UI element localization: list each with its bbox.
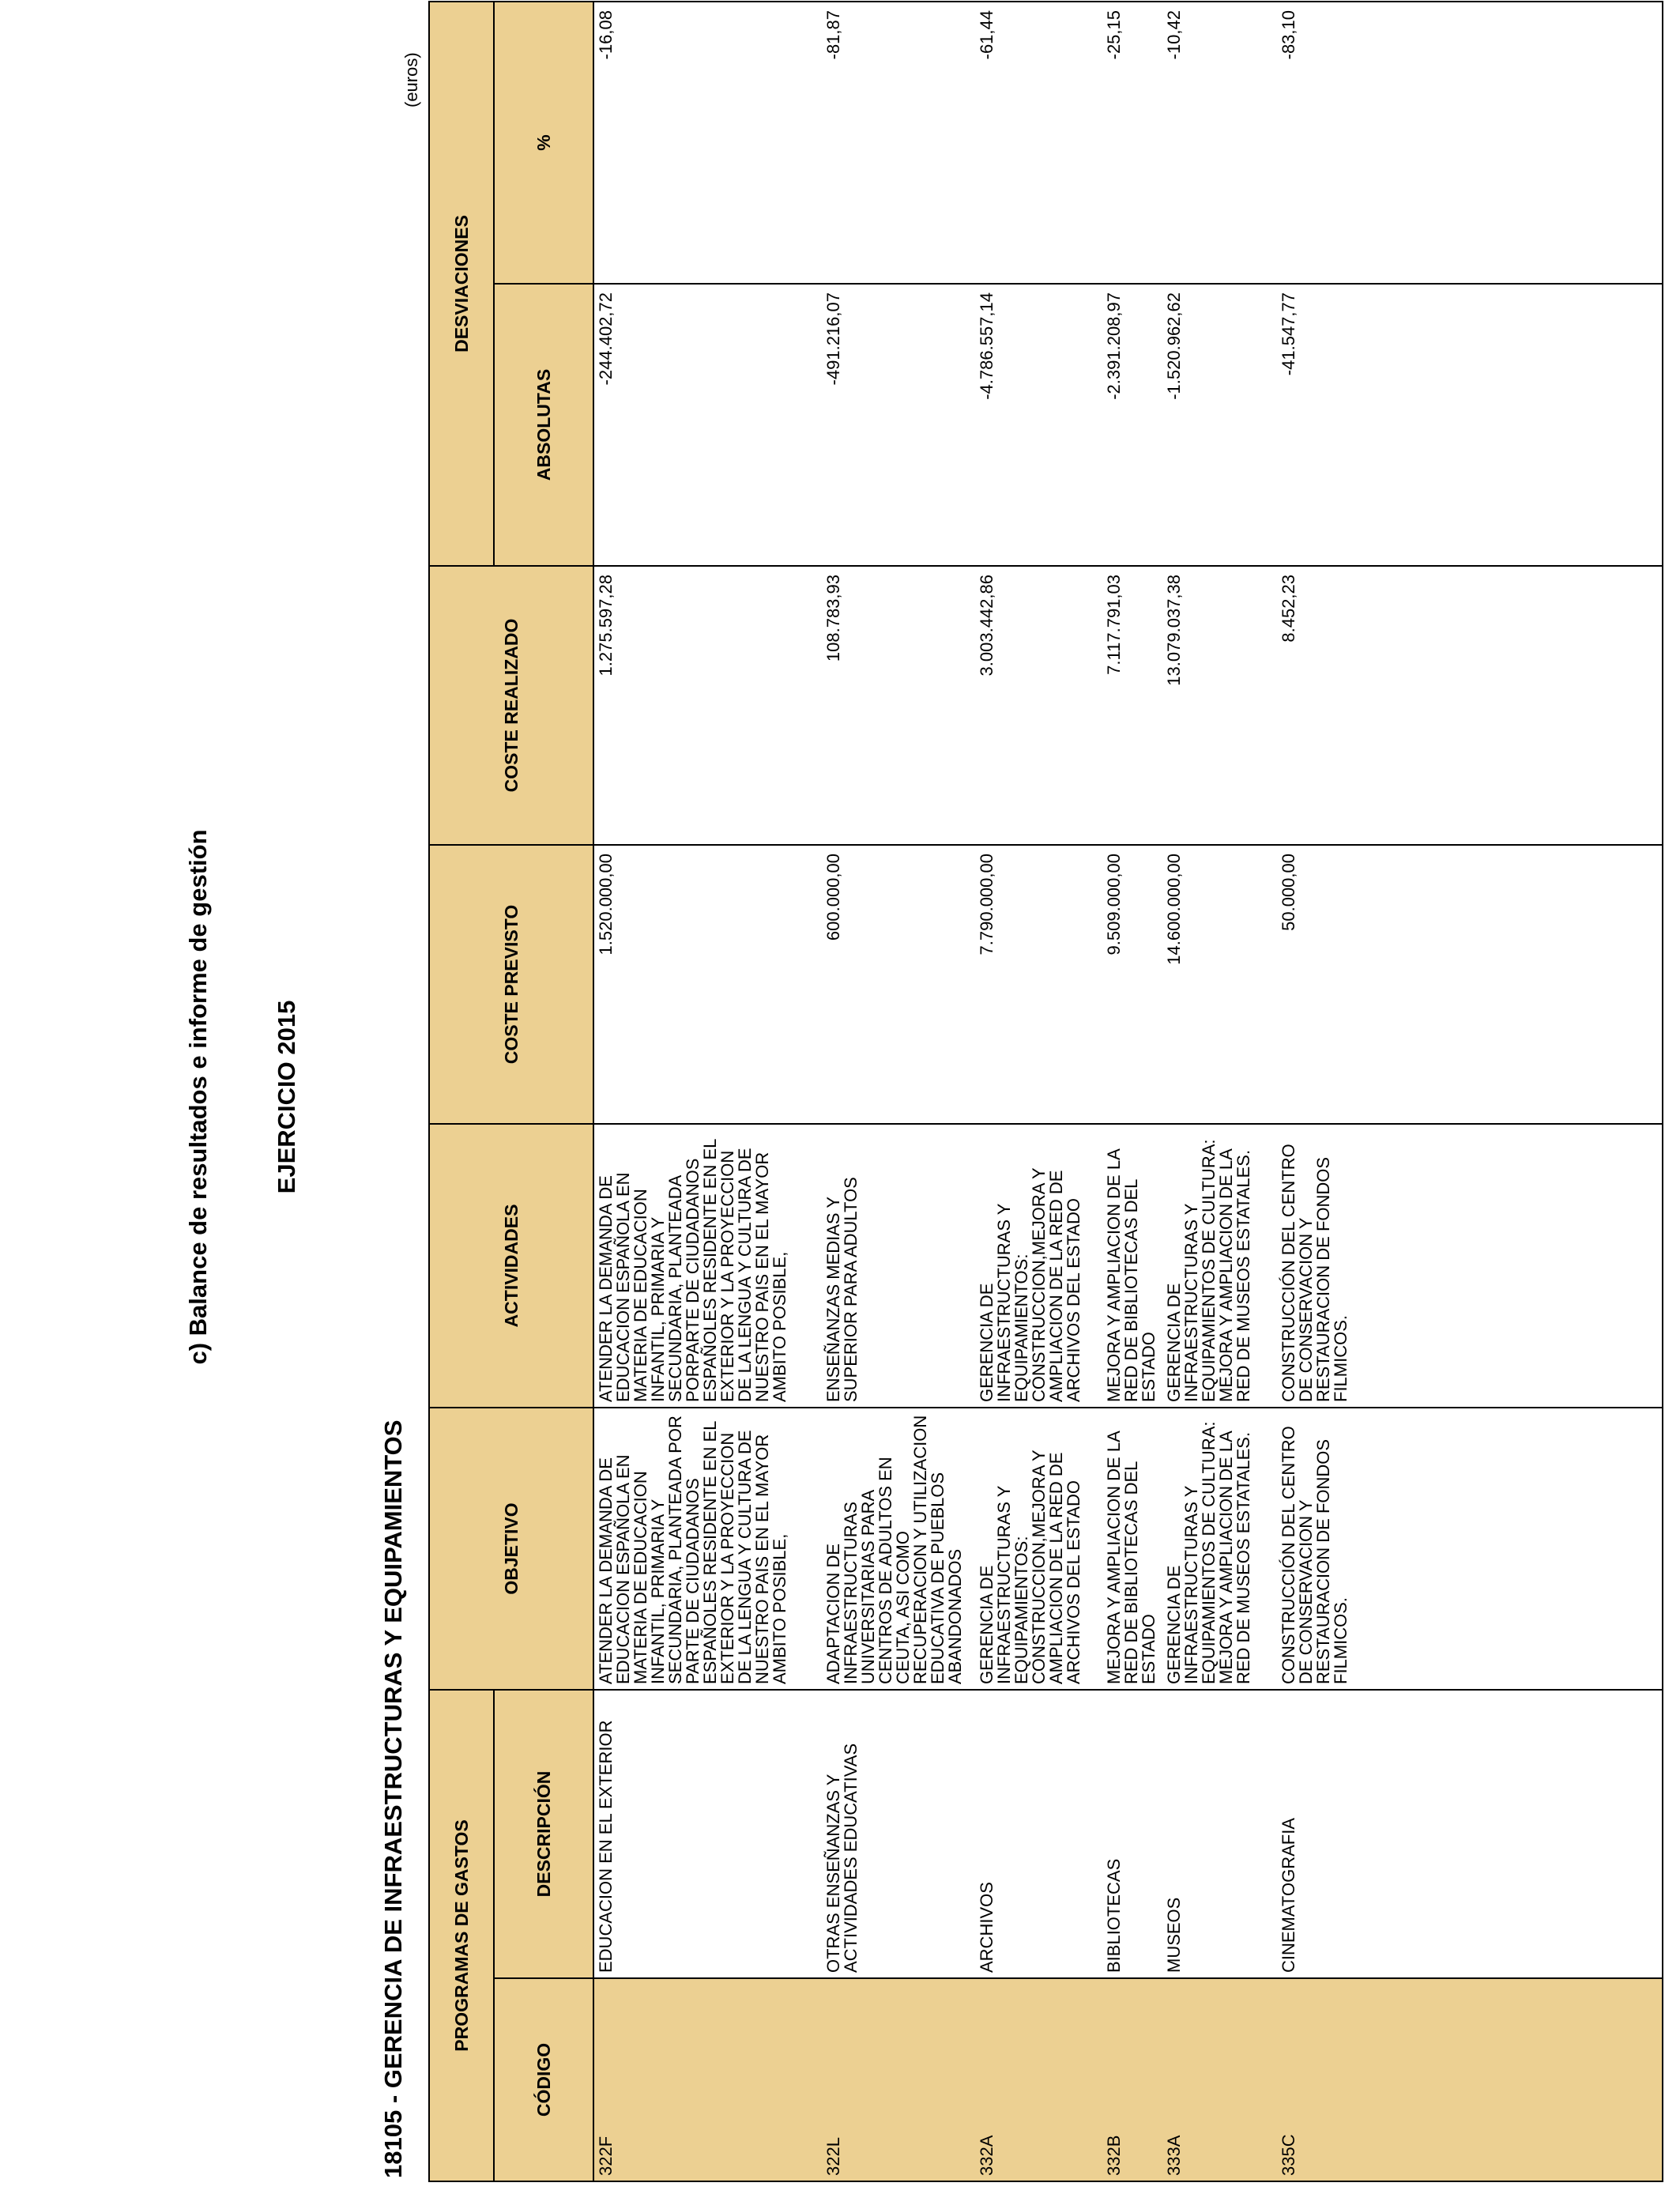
- entity-title: 18105 - GERENCIA DE INFRAESTRUCTURAS Y EQUIPAMIENTOS: [379, 1419, 407, 2178]
- budget-table: [428, 1, 1663, 2182]
- header-porcentaje: %: [494, 2, 593, 284]
- objetivo-cell: GERENCIA DE INFRAESTRUCTURAS Y EQUIPAMIENTOS: CONSTRUCCION,MEJORA Y AMPLIACION DE LA RED DE ARCHIVOS DEL ESTADO: [975, 1408, 1102, 1690]
- header-coste-previsto: COSTE PREVISTO: [429, 845, 593, 1124]
- codigo-cell: 332A: [975, 1978, 1102, 2181]
- porcentaje-cell: -16,08: [593, 2, 822, 284]
- header-programas-de-gastos: PROGRAMAS DE GASTOS: [429, 1690, 494, 2181]
- descripcion-cell: EDUCACION EN EL EXTERIOR: [593, 1690, 822, 1978]
- objetivo-cell: ATENDER LA DEMANDA DE EDUCACION ESPAÑOLA EN MATERIA DE EDUCACION INFANTIL, PRIMARIA Y SECUNDARIA, PLANTEADA POR PARTE DE CIUDADANOS ESPAÑOLES RESIDENTE EN EL EXTERIOR Y LA PROYECCION DE LA LENGUA Y CULTURA DE NUESTRO PAIS EN EL MAYOR AMBITO POSIBLE,: [593, 1408, 822, 1690]
- descripcion-cell: BIBLIOTECAS: [1102, 1690, 1162, 1978]
- descripcion-cell: OTRAS ENSEÑANZAS Y ACTIVIDADES EDUCATIVAS: [822, 1690, 975, 1978]
- actividades-cell: GERENCIA DE INFRAESTRUCTURAS Y EQUIPAMIENTOS: CONSTRUCCION,MEJORA Y AMPLIACION DE LA RED DE ARCHIVOS DEL ESTADO: [975, 1124, 1102, 1408]
- header-objetivo: OBJETIVO: [429, 1408, 593, 1690]
- table-row: [975, 2, 1102, 2181]
- table-row: [822, 2, 975, 2181]
- coste-realizado-cell: 108.783,93: [822, 566, 975, 845]
- header-codigo: CÓDIGO: [494, 1978, 593, 2181]
- coste-previsto-cell: 9.509.000,00: [1102, 845, 1162, 1124]
- table-row: [1277, 2, 1663, 2181]
- table-row: [1102, 2, 1162, 2181]
- units-label: (euros): [401, 52, 421, 107]
- porcentaje-cell: -10,42: [1162, 2, 1277, 284]
- coste-previsto-cell: 14.600.000,00: [1162, 845, 1277, 1124]
- table-row: [593, 2, 822, 2181]
- objetivo-cell: GERENCIA DE INFRAESTRUCTURAS Y EQUIPAMIENTOS DE CULTURA: MEJORA Y AMPLIACION DE LA RED DE MUSEOS ESTATALES.: [1162, 1408, 1277, 1690]
- actividades-cell: ENSEÑANZAS MEDIAS Y SUPERIOR PARA ADULTOS: [822, 1124, 975, 1408]
- porcentaje-cell: -83,10: [1277, 2, 1663, 284]
- absolutas-cell: -41.547,77: [1277, 284, 1663, 566]
- absolutas-cell: -4.786.557,14: [975, 284, 1102, 566]
- objetivo-cell: MEJORA Y AMPLIACION DE LA RED DE BIBLIOTECAS DEL ESTADO: [1102, 1408, 1162, 1690]
- absolutas-cell: -2.391.208,97: [1102, 284, 1162, 566]
- absolutas-cell: -491.216,07: [822, 284, 975, 566]
- descripcion-cell: MUSEOS: [1162, 1690, 1277, 1978]
- objetivo-cell: ADAPTACION DE INFRAESTRUCTURAS UNIVERSITARIAS PARA CENTROS DE ADULTOS EN CEUTA, ASI COMO RECUPERACION Y UTILIZACION EDUCATIVA DE PUEBLOS ABANDONADOS: [822, 1408, 975, 1690]
- coste-realizado-cell: 3.003.442,86: [975, 566, 1102, 845]
- codigo-cell: 332B: [1102, 1978, 1162, 2181]
- objetivo-cell: CONSTRUCCIÓN DEL CENTRO DE CONSERVACION Y RESTAURACION DE FONDOS FILMICOS.: [1277, 1408, 1663, 1690]
- header-actividades: ACTIVIDADES: [429, 1124, 593, 1408]
- header-absolutas: ABSOLUTAS: [494, 284, 593, 566]
- section-title: c) Balance de resultados e informe de gestión: [184, 829, 212, 1365]
- coste-previsto-cell: 1.520.000,00: [593, 845, 822, 1124]
- coste-realizado-cell: 1.275.597,28: [593, 566, 822, 845]
- actividades-cell: MEJORA Y AMPLIACION DE LA RED DE BIBLIOTECAS DEL ESTADO: [1102, 1124, 1162, 1408]
- absolutas-cell: -244.402,72: [593, 284, 822, 566]
- descripcion-cell: CINEMATOGRAFIA: [1277, 1690, 1663, 1978]
- coste-realizado-cell: 8.452,23: [1277, 566, 1663, 845]
- coste-realizado-cell: 7.117.791,03: [1102, 566, 1162, 845]
- absolutas-cell: -1.520.962,62: [1162, 284, 1277, 566]
- coste-previsto-cell: 50.000,00: [1277, 845, 1663, 1124]
- codigo-cell: 333A: [1162, 1978, 1277, 2181]
- actividades-cell: ATENDER LA DEMANDA DE EDUCACION ESPAÑOLA EN MATERIA DE EDUCACION INFANTIL, PRIMARIA Y SECUNDARIA, PLANTEADA PORPARTE DE CIUDADANOS ESPAÑOLES RESIDENTE EN EL EXTERIOR Y LA PROYECCION DE LA LENGUA Y CULTURA DE NUESTRO PAIS EN EL MAYOR AMBITO POSIBLE,: [593, 1124, 822, 1408]
- codigo-cell: 335C: [1277, 1978, 1663, 2181]
- porcentaje-cell: -25,15: [1102, 2, 1162, 284]
- porcentaje-cell: -81,87: [822, 2, 975, 284]
- header-coste-realizado: COSTE REALIZADO: [429, 566, 593, 845]
- header-descripcion: DESCRIPCIÓN: [494, 1690, 593, 1978]
- exercise-title: EJERCICIO 2015: [273, 1000, 300, 1194]
- codigo-cell: 322F: [593, 1978, 822, 2181]
- coste-realizado-cell: 13.079.037,38: [1162, 566, 1277, 845]
- coste-previsto-cell: 7.790.000,00: [975, 845, 1102, 1124]
- coste-previsto-cell: 600.000,00: [822, 845, 975, 1124]
- actividades-cell: CONSTRUCCIÓN DEL CENTRO DE CONSERVACION Y RESTAURACION DE FONDOS FILMICOS.: [1277, 1124, 1663, 1408]
- header-desviaciones: DESVIACIONES: [429, 2, 494, 566]
- actividades-cell: GERENCIA DE INFRAESTRUCTURAS Y EQUIPAMIENTOS DE CULTURA: MEJORA Y AMPLIACION DE LA RED DE MUSEOS ESTATALES.: [1162, 1124, 1277, 1408]
- descripcion-cell: ARCHIVOS: [975, 1690, 1102, 1978]
- codigo-cell: 322L: [822, 1978, 975, 2181]
- porcentaje-cell: -61,44: [975, 2, 1102, 284]
- table-row: [1162, 2, 1277, 2181]
